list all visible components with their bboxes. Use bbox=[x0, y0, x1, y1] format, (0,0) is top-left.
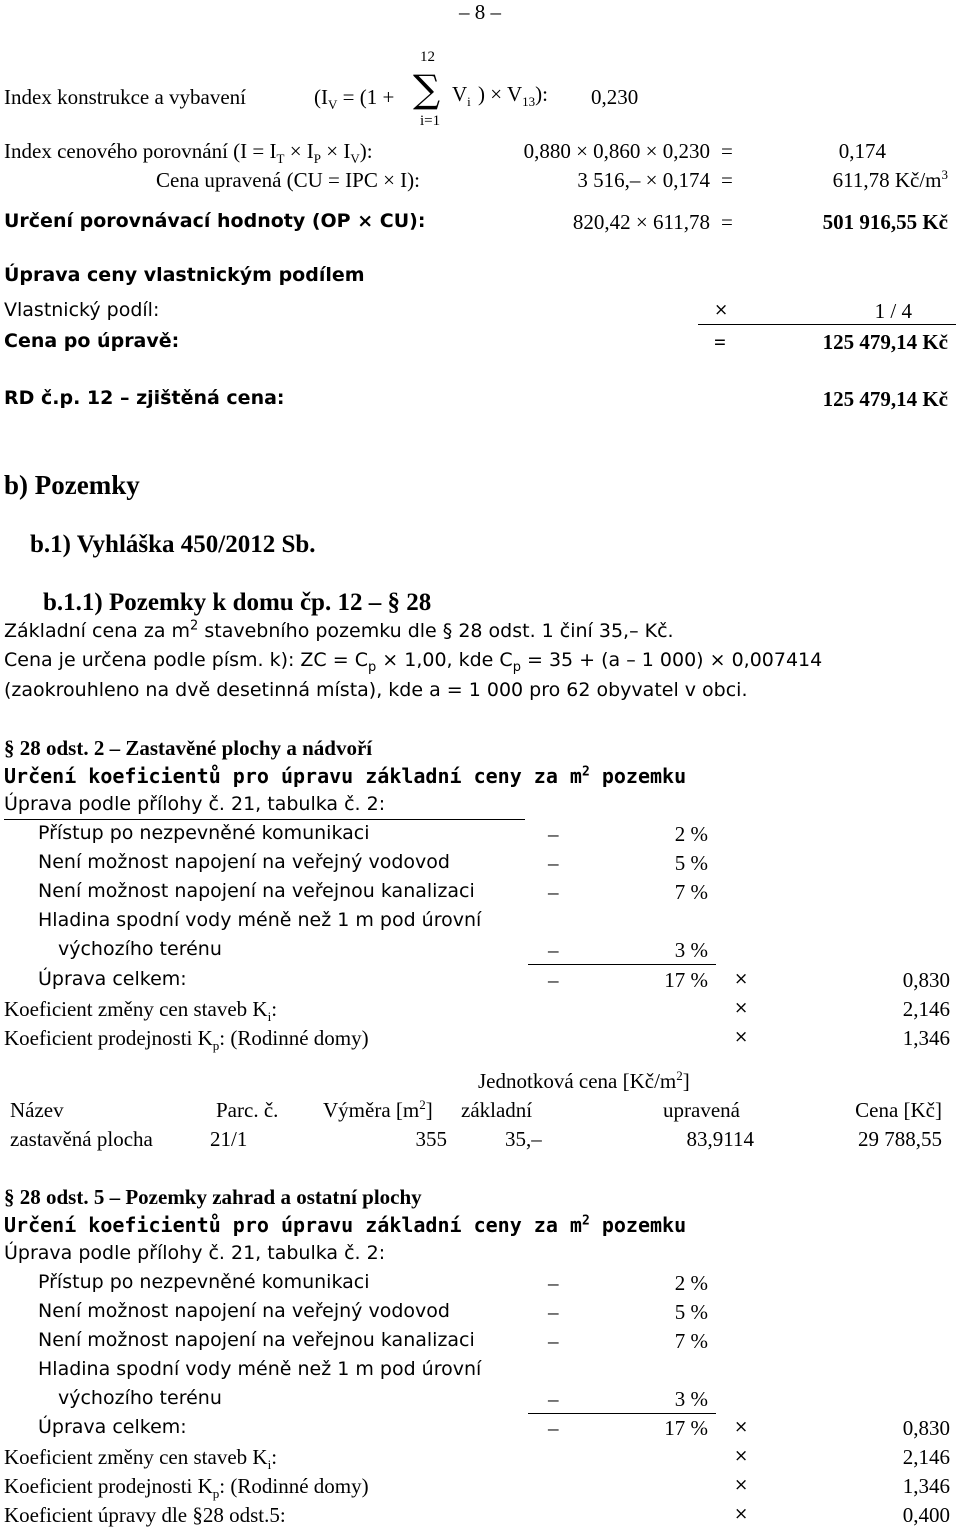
table-header-parc: Parc. č. bbox=[216, 1098, 279, 1122]
block1-item-label: Není možnost napojení na veřejnou kanalizaci bbox=[38, 880, 475, 902]
block1-item-sign: – bbox=[548, 822, 559, 846]
cu-eq: = bbox=[721, 168, 733, 192]
block2-total-label: Úprava celkem: bbox=[38, 1416, 187, 1438]
table-header-vymera: Výměra $[m^2]$ bbox=[323, 1097, 433, 1122]
podil-heading: Úprava ceny vlastnickým podílem bbox=[4, 264, 365, 286]
block1-item-label: Hladina spodní vody méně než 1 m pod úrovní bbox=[38, 909, 482, 931]
block1-total-coef: 0,830 bbox=[902, 968, 950, 992]
block1-kp-op: × bbox=[734, 1027, 749, 1047]
section-b: b) Pozemky bbox=[4, 470, 140, 500]
block2-item-value: 7 % bbox=[674, 1329, 708, 1353]
block1-kp-label: Koeficient prodejnosti $K_p$: (Rodinné domy) bbox=[4, 1026, 369, 1054]
op-label: Určení porovnávací hodnoty (OP × CU): bbox=[4, 210, 426, 232]
podil-times: × bbox=[714, 300, 729, 320]
sum-lower-limit: i=1 bbox=[420, 113, 441, 129]
block2-kp-op: × bbox=[734, 1475, 749, 1495]
table-group-header: Jednotková cena $[Kč/m^2]$ bbox=[478, 1068, 690, 1093]
sum-upper-limit: 12 bbox=[420, 49, 435, 65]
section-b1: b.1) Vyhláška 450/2012 Sb. bbox=[30, 531, 316, 558]
after-label: Cena po úpravě: bbox=[4, 330, 180, 352]
block2-subtitle: Určení koeficientů pro úpravu základní ceny za $m^2$ pozemku bbox=[4, 1213, 687, 1237]
block2-item-label: Hladina spodní vody méně než 1 m pod úrovní bbox=[38, 1358, 482, 1380]
block2-ref: Úprava podle přílohy č. 21, tabulka č. 2: bbox=[4, 1242, 386, 1264]
table-header-cena: Cena [Kč] bbox=[855, 1098, 942, 1122]
block1-item-label: výchozího terénu bbox=[58, 938, 222, 960]
block2-k5-op: × bbox=[734, 1504, 749, 1524]
op-eq: = bbox=[721, 210, 733, 234]
block1-item-value: 5 % bbox=[674, 851, 708, 875]
block2-item-label: výchozího terénu bbox=[58, 1387, 222, 1409]
block1-item-sign: – bbox=[548, 851, 559, 875]
ip-calc: 0,880 × 0,860 × 0,230 bbox=[523, 139, 710, 163]
block1-ki-op: × bbox=[734, 998, 749, 1018]
table-cell-upravena: 83,9114 bbox=[686, 1127, 754, 1151]
block2-total-op: × bbox=[734, 1417, 749, 1437]
table-cell-nazev: zastavěná plocha bbox=[10, 1127, 153, 1151]
table-cell-cena: 29 788,55 bbox=[858, 1127, 942, 1151]
block1-sum-rule bbox=[528, 964, 716, 965]
block2-total-coef: 0,830 bbox=[902, 1416, 950, 1440]
block2-kp-label: Koeficient prodejnosti $K_p$: (Rodinné domy) bbox=[4, 1474, 369, 1502]
ip-eq: = bbox=[721, 139, 733, 163]
sum-symbol: ∑ bbox=[413, 67, 441, 111]
table-header-upravena: upravená bbox=[663, 1098, 740, 1122]
block2-k5-label: Koeficient úpravy dle §28 odst.5: bbox=[4, 1503, 286, 1527]
block2-sum-rule bbox=[528, 1413, 716, 1414]
block1-item-value: 3 % bbox=[674, 938, 708, 962]
block1-top-rule bbox=[4, 819, 525, 820]
block2-item-sign: – bbox=[548, 1271, 559, 1295]
block2-item-sign: – bbox=[548, 1387, 559, 1411]
ip-label: Index cenového porovnání $(I = I_T \times I_P \times I_V)$: bbox=[4, 139, 373, 167]
podil-label: Vlastnický podíl: bbox=[4, 299, 160, 321]
section-b11: b.1.1) Pozemky k domu čp. 12 – § 28 bbox=[43, 589, 432, 616]
block2-ki-value: 2,146 bbox=[902, 1445, 950, 1469]
iv-formula: ($I_V = (1$ + bbox=[314, 85, 395, 113]
block1-subtitle: Určení koeficientů pro úpravu základní ceny za $m^2$ pozemku bbox=[4, 764, 687, 788]
table-cell-zakladni: 35,– bbox=[505, 1127, 542, 1151]
rd-value: 125 479,14 Kč bbox=[822, 387, 948, 411]
after-eq: = bbox=[714, 330, 726, 354]
block2-item-value: 2 % bbox=[674, 1271, 708, 1295]
block1-total-value: 17 % bbox=[664, 968, 708, 992]
op-value: 501 916,55 Kč bbox=[822, 210, 948, 234]
block2-item-sign: – bbox=[548, 1329, 559, 1353]
rd-label: RD č.p. 12 – zjištěná cena: bbox=[4, 387, 285, 409]
block2-ki-op: × bbox=[734, 1446, 749, 1466]
block1-total-label: Úprava celkem: bbox=[38, 968, 187, 990]
block1-item-value: 7 % bbox=[674, 880, 708, 904]
ip-value: 0,174 bbox=[838, 139, 886, 163]
block1-item-label: Přístup po nezpevněné komunikaci bbox=[38, 822, 370, 844]
block2-total-value: 17 % bbox=[664, 1416, 708, 1440]
podil-value: 1 / 4 bbox=[874, 299, 912, 323]
zakladni-line3: (zaokrouhleno na dvě desetinná místa), kde a = 1 000 pro 62 obyvatel v obci. bbox=[4, 679, 748, 701]
block1-total-op: × bbox=[734, 969, 749, 989]
block1-ref: Úprava podle přílohy č. 21, tabulka č. 2: bbox=[4, 793, 386, 815]
iv-vi: $V_i$ bbox=[452, 82, 471, 110]
iv-times-v13: ) × $V_{13}$): bbox=[478, 82, 548, 110]
page-number: – 8 – bbox=[459, 0, 501, 24]
block2-item-label: Není možnost napojení na veřejný vodovod bbox=[38, 1300, 450, 1322]
block2-item-sign: – bbox=[548, 1300, 559, 1324]
block2-item-label: Přístup po nezpevněné komunikaci bbox=[38, 1271, 370, 1293]
block2-total-sign: – bbox=[548, 1416, 559, 1440]
after-value: 125 479,14 Kč bbox=[822, 330, 948, 354]
cu-value: 611,78 $Kč/m^3$ bbox=[832, 167, 948, 192]
table-cell-parc: 21/1 bbox=[210, 1127, 248, 1151]
block1-item-label: Není možnost napojení na veřejný vodovod bbox=[38, 851, 450, 873]
table-cell-vymera: 355 bbox=[415, 1127, 447, 1151]
block1-ki-label: Koeficient změny cen staveb $K_i$: bbox=[4, 997, 278, 1025]
table-header-zakladni: základní bbox=[461, 1098, 533, 1122]
iv-label: Index konstrukce a vybavení bbox=[4, 85, 247, 109]
table-header-nazev: Název bbox=[10, 1098, 64, 1122]
block1-ki-value: 2,146 bbox=[902, 997, 950, 1021]
block2-title: § 28 odst. 5 – Pozemky zahrad a ostatní plochy bbox=[4, 1185, 422, 1209]
block2-item-label: Není možnost napojení na veřejnou kanalizaci bbox=[38, 1329, 475, 1351]
op-calc: 820,42 × 611,78 bbox=[572, 210, 710, 234]
block2-k5-value: 0,400 bbox=[902, 1503, 950, 1527]
block1-item-sign: – bbox=[548, 938, 559, 962]
block1-total-sign: – bbox=[548, 968, 559, 992]
zakladni-line1: Základní cena za $m^2$ stavebního pozemku dle § 28 odst. 1 činí 35,– Kč. bbox=[4, 618, 674, 642]
block2-ki-label: Koeficient změny cen staveb $K_i$: bbox=[4, 1445, 278, 1473]
block1-title: § 28 odst. 2 – Zastavěné plochy a nádvoří bbox=[4, 736, 373, 760]
block2-item-value: 5 % bbox=[674, 1300, 708, 1324]
podil-rule bbox=[698, 324, 956, 325]
zakladni-line2: Cena je určena podle písm. k): ZC = $C_p \times 1,00$, kde $C_p = 35 + (a - 1$ 000) × 0,007414 bbox=[4, 649, 823, 675]
block2-kp-value: 1,346 bbox=[902, 1474, 950, 1498]
cu-calc: 3 516,– × 0,174 bbox=[577, 168, 710, 192]
block1-item-value: 2 % bbox=[674, 822, 708, 846]
iv-value: 0,230 bbox=[591, 85, 639, 109]
block1-kp-value: 1,346 bbox=[902, 1026, 950, 1050]
block1-item-sign: – bbox=[548, 880, 559, 904]
block2-item-value: 3 % bbox=[674, 1387, 708, 1411]
cu-label: Cena upravená (CU = IPC × I): bbox=[156, 168, 420, 192]
